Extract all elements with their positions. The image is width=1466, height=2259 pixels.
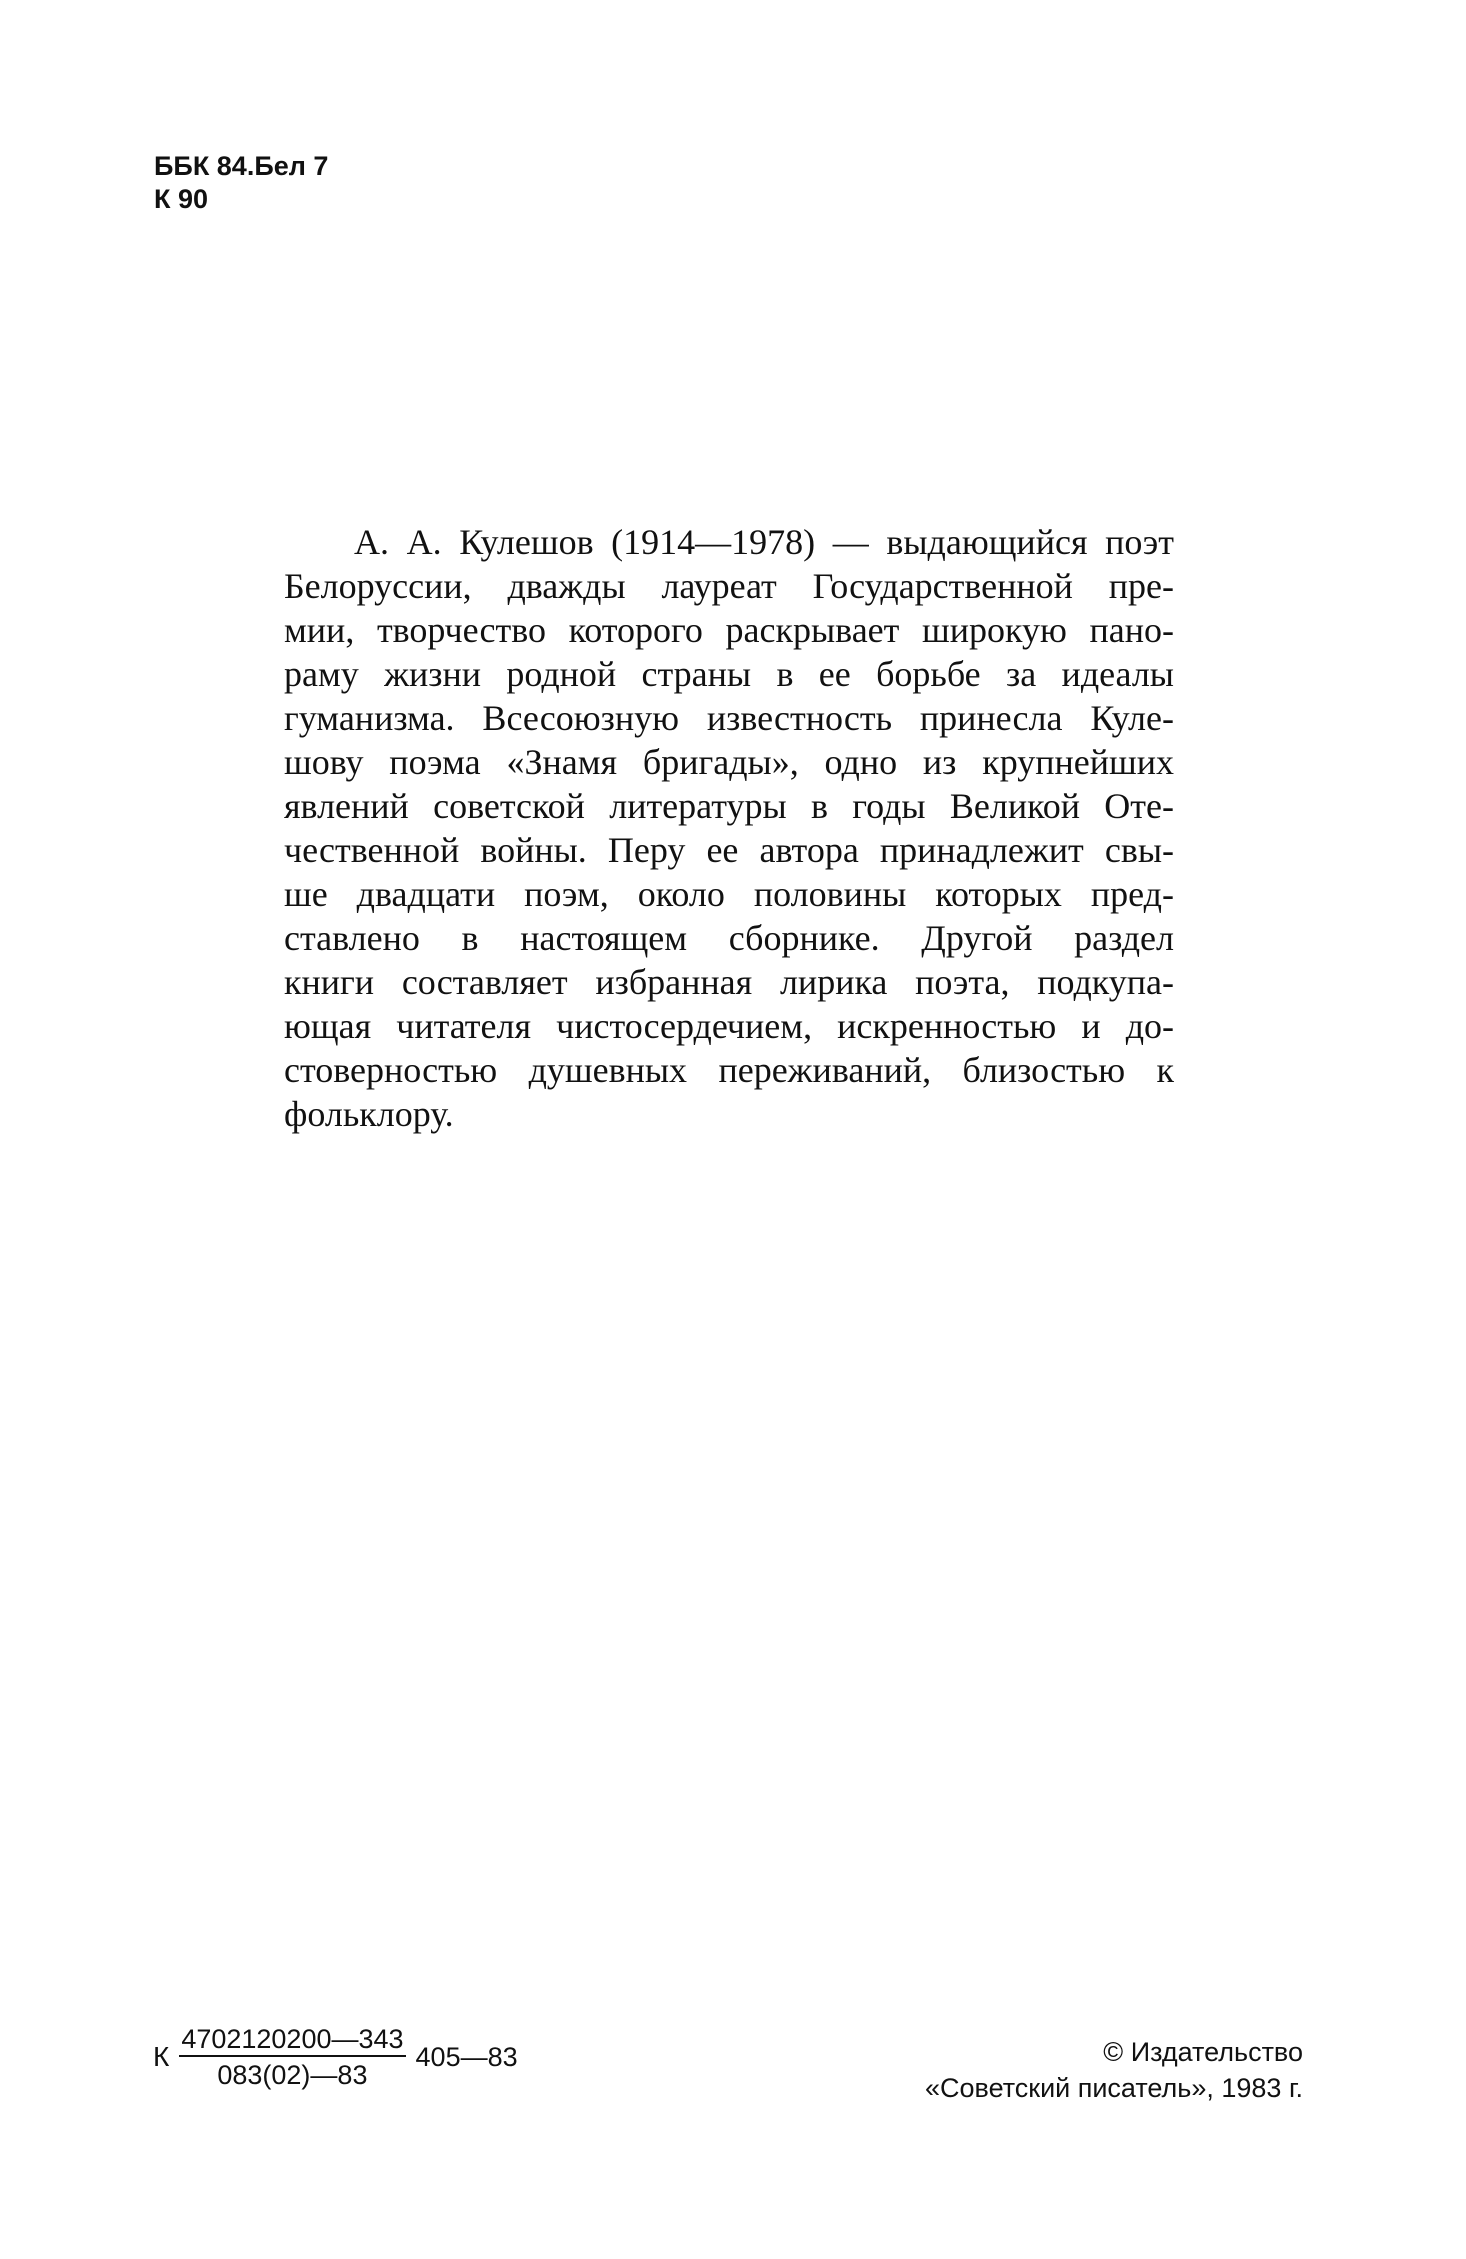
annotation-line: гуманизма. Всесоюзную известность принесла Куле- bbox=[284, 698, 1174, 738]
classification-block bbox=[154, 150, 328, 216]
copyright-publisher-name: «Советский писатель», 1983 г. bbox=[925, 2073, 1303, 2103]
annotation-line: чественной войны. Перу ее автора принадлежит свы- bbox=[284, 830, 1174, 870]
annotation-line: фольклору. bbox=[284, 1094, 454, 1134]
annotation-line: явлений советской литературы в годы Великой Оте- bbox=[284, 786, 1174, 826]
code-fraction bbox=[179, 2025, 405, 2089]
code-denominator: 083(02)—83 bbox=[217, 2060, 368, 2090]
copyright-block bbox=[925, 2034, 1303, 2106]
annotation-line: мии, творчество которого раскрывает широкую пано- bbox=[284, 610, 1174, 650]
bbk-code: ББК 84.Бел 7 bbox=[154, 151, 329, 181]
author-index: К 90 bbox=[154, 184, 209, 214]
annotation-line: ющая читателя чистосердечием, искренностью и до- bbox=[284, 1006, 1174, 1046]
annotation-line: ставлено в настоящем сборнике. Другой раздел bbox=[284, 918, 1174, 958]
code-numerator: 4702120200—343 bbox=[179, 2025, 405, 2057]
annotation-line: раму жизни родной страны в ее борьбе за идеалы bbox=[284, 654, 1174, 694]
annotation-line: А. А. Кулешов (1914—1978) — выдающийся поэт bbox=[354, 522, 1174, 562]
annotation-line: Белоруссии, дважды лауреат Государственной пре- bbox=[284, 566, 1174, 606]
annotation-line: книги составляет избранная лирика поэта, подкупа- bbox=[284, 962, 1174, 1002]
code-suffix: 405—83 bbox=[415, 2041, 518, 2072]
publication-code bbox=[153, 2025, 518, 2089]
annotation-line: стоверностью душевных переживаний, близостью к bbox=[284, 1050, 1174, 1090]
annotation-line: ше двадцати поэм, около половины которых пред- bbox=[284, 874, 1174, 914]
annotation-paragraph bbox=[284, 520, 1174, 1136]
code-letter: К bbox=[153, 2041, 170, 2072]
annotation-line: шову поэма «Знамя бригады», одно из крупнейших bbox=[284, 742, 1174, 782]
copyright-publisher-label: © Издательство bbox=[1103, 2037, 1303, 2067]
